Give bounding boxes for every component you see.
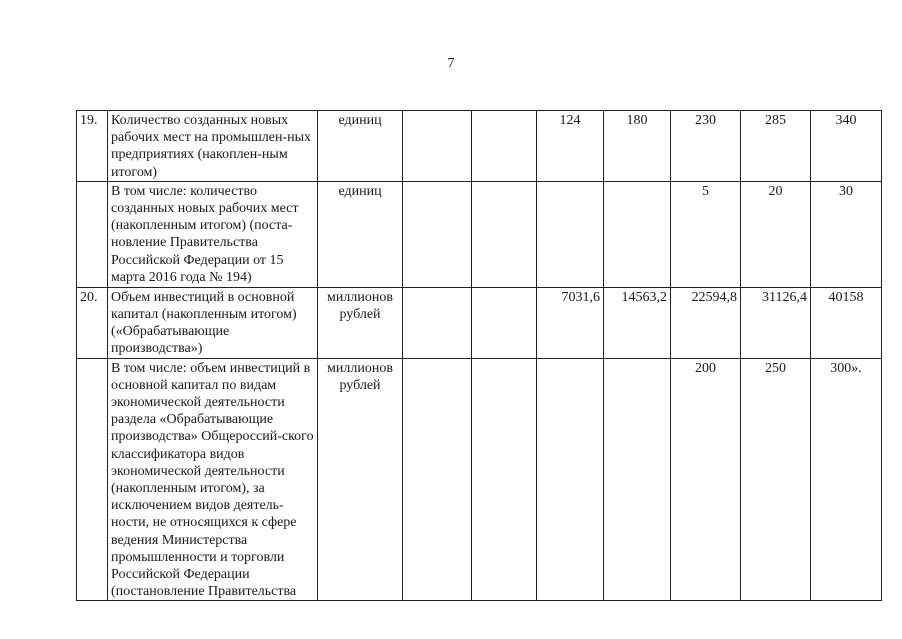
- row-number: 20.: [77, 287, 108, 358]
- value-cell: 40158: [811, 287, 882, 358]
- value-cell: 7031,6: [537, 287, 604, 358]
- row-number: [77, 358, 108, 601]
- value-cell: 14563,2: [604, 287, 671, 358]
- value-cell: 20: [741, 181, 811, 287]
- value-cell: [537, 358, 604, 601]
- value-cell: 5: [671, 181, 741, 287]
- value-cell: 22594,8: [671, 287, 741, 358]
- value-cell: 124: [537, 111, 604, 182]
- unit-cell: миллионов рублей: [318, 287, 403, 358]
- table-row: [77, 111, 882, 182]
- value-cell: 230: [671, 111, 741, 182]
- value-cell: 30: [811, 181, 882, 287]
- value-cell: [472, 358, 537, 601]
- unit-cell: миллионов рублей: [318, 358, 403, 601]
- page-number: 7: [447, 56, 455, 71]
- value-cell: 285: [741, 111, 811, 182]
- value-cell: [403, 358, 472, 601]
- indicator-name: В том числе: количество созданных новых рабочих мест (накопленным итогом) (поста-новление Правительства Российской Федерации от 15 марта 2016 года № 194): [108, 181, 318, 287]
- value-cell: [403, 111, 472, 182]
- unit-cell: единиц: [318, 181, 403, 287]
- value-cell: [537, 181, 604, 287]
- value-cell: 180: [604, 111, 671, 182]
- value-cell: 250: [741, 358, 811, 601]
- row-number: [77, 181, 108, 287]
- table-row: [77, 358, 882, 601]
- indicator-name: Объем инвестиций в основной капитал (накопленным итогом) («Обрабатывающие производства»): [108, 287, 318, 358]
- value-cell: 340: [811, 111, 882, 182]
- table-row: [77, 181, 882, 287]
- value-cell: 300».: [811, 358, 882, 601]
- value-cell: [472, 287, 537, 358]
- value-cell: 31126,4: [741, 287, 811, 358]
- indicators-table: [76, 110, 882, 601]
- value-cell: [604, 181, 671, 287]
- table-row: [77, 287, 882, 358]
- row-number: 19.: [77, 111, 108, 182]
- value-cell: [604, 358, 671, 601]
- indicator-name: Количество созданных новых рабочих мест на промышлен-ных предприятиях (накоплен-ным итогом): [108, 111, 318, 182]
- value-cell: [403, 181, 472, 287]
- unit-cell: единиц: [318, 111, 403, 182]
- value-cell: [472, 181, 537, 287]
- indicator-name: В том числе: объем инвестиций в основной капитал по видам экономической деятельности раздела «Обрабатывающие производства» Общероссий-ского классификатора видов экономической деятельности (накопленным итогом), за исключением видов деятель-ности, не относящихся к сфере ведения Министерства промышленности и торговли Российской Федерации (постановление Правительства: [108, 358, 318, 601]
- value-cell: [472, 111, 537, 182]
- value-cell: 200: [671, 358, 741, 601]
- value-cell: [403, 287, 472, 358]
